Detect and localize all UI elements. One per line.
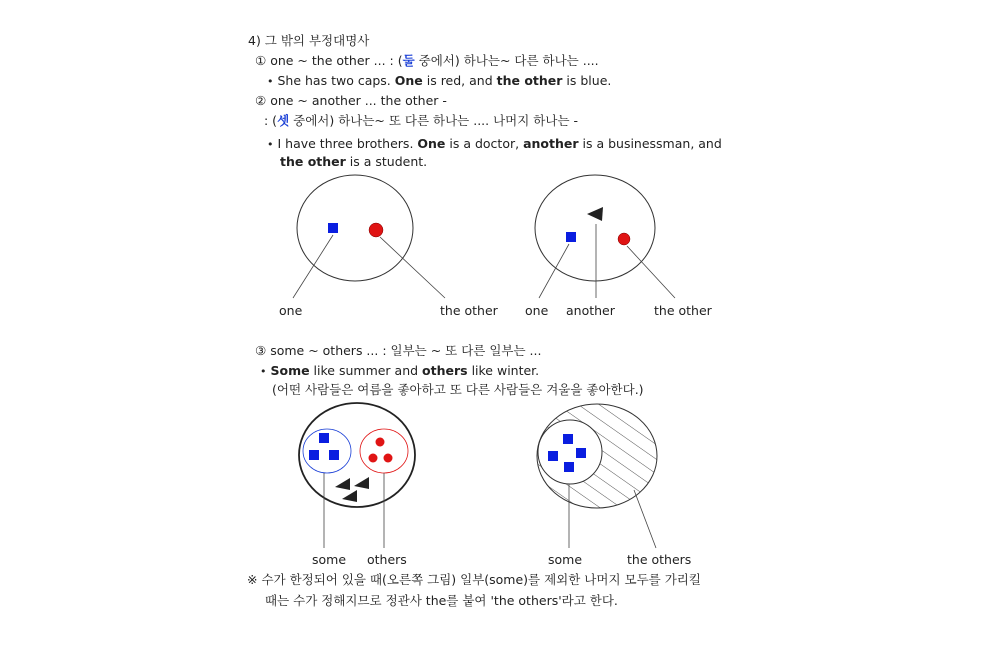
example-bold: the other — [280, 154, 346, 169]
example-text: is a doctor, — [445, 136, 524, 151]
diagram2 — [535, 175, 675, 298]
example-bold: Some — [270, 363, 310, 378]
section-1-meaning: 중에서) 하나는~ 다른 하나는 .... — [414, 53, 599, 68]
black-triangle-icon — [342, 490, 357, 502]
blue-square-icon — [329, 450, 339, 460]
blue-square-icon — [319, 433, 329, 443]
section-1-pattern: one ~ the other ... : ( — [270, 53, 403, 68]
pointer-line — [293, 235, 333, 298]
red-circle-icon — [369, 223, 383, 237]
diagram2-label-another: another — [566, 303, 615, 318]
blue-square-icon — [309, 450, 319, 460]
example-bold: One — [394, 73, 423, 88]
section-3-pattern: some ~ others ... : 일부는 ~ 또 다른 일부는 ... — [270, 343, 542, 358]
example-text: is a businessman, and — [578, 136, 722, 151]
black-triangle-icon — [354, 477, 369, 489]
red-circle-icon — [376, 438, 385, 447]
blue-square-icon — [564, 462, 574, 472]
example-bold: others — [422, 363, 468, 378]
section-3-translation: (어떤 사람들은 여름을 좋아하고 또 다른 사람들은 겨울을 좋아한다.) — [272, 382, 644, 397]
example-text: like summer and — [309, 363, 423, 378]
others-subset-circle — [360, 429, 408, 473]
section-2-number: ② — [255, 93, 267, 108]
section-3-number: ③ — [255, 343, 267, 358]
some-subset-circle — [538, 420, 602, 484]
example-text: I have three brothers. — [277, 136, 418, 151]
example-bold: One — [417, 136, 446, 151]
diagram2-label-one: one — [525, 303, 549, 318]
diagram1-label-the-other: the other — [440, 303, 498, 318]
red-circle-icon — [384, 454, 393, 463]
section-2-highlight: 셋 — [277, 113, 290, 128]
pointer-line — [627, 246, 675, 298]
example-text: is a student. — [345, 154, 428, 169]
example-text: is red, and — [422, 73, 497, 88]
red-circle-icon — [618, 233, 630, 245]
red-circle-icon — [369, 454, 378, 463]
blue-square-icon — [563, 434, 573, 444]
section-1-highlight: 둘 — [402, 53, 415, 68]
blue-square-icon — [548, 451, 558, 461]
definition-text: : ( — [264, 113, 278, 128]
example-bold: another — [523, 136, 579, 151]
black-triangle-icon — [587, 207, 603, 221]
diagram2-label-the-other: the other — [654, 303, 712, 318]
section-2-pattern: one ~ another ... the other - — [270, 93, 447, 108]
section-1-number: ① — [255, 53, 267, 68]
bullet: • — [267, 75, 274, 88]
definition-text: 중에서) 하나는~ 또 다른 하나는 .... 나머지 하나는 - — [289, 113, 579, 128]
diagram3-label-some: some — [312, 552, 347, 567]
diagram1-label-one: one — [279, 303, 303, 318]
example-text: is blue. — [562, 73, 612, 88]
diagram4-label-the-others: the others — [627, 552, 692, 567]
blue-square-icon — [566, 232, 576, 242]
blue-square-icon — [576, 448, 586, 458]
section-heading: 4) 그 밖의 부정대명사 — [248, 33, 370, 48]
pointer-line — [380, 237, 445, 298]
diagram4-label-some: some — [548, 552, 583, 567]
diagram2-set-circle — [535, 175, 655, 281]
pointer-line — [539, 244, 569, 298]
diagram3 — [299, 403, 415, 548]
example-text: She has two caps. — [277, 73, 395, 88]
example-text: like winter. — [467, 363, 540, 378]
bullet: • — [267, 138, 274, 151]
note-line-1: ※ 수가 한정되어 있을 때(오른쪽 그림) 일부(some)를 제외한 나머지 모두를 가리킬 — [247, 572, 701, 587]
diagram3-label-others: others — [367, 552, 407, 567]
diagram1 — [293, 175, 445, 298]
note-line-2: 때는 수가 정해지므로 정관사 the를 붙여 'the others'라고 한다. — [265, 593, 618, 608]
blue-square-icon — [328, 223, 338, 233]
bullet: • — [260, 365, 267, 378]
black-triangle-icon — [335, 478, 350, 490]
example-bold: the other — [496, 73, 563, 88]
diagram1-set-circle — [297, 175, 413, 281]
diagram4 — [537, 404, 657, 548]
pointer-line — [634, 490, 656, 548]
